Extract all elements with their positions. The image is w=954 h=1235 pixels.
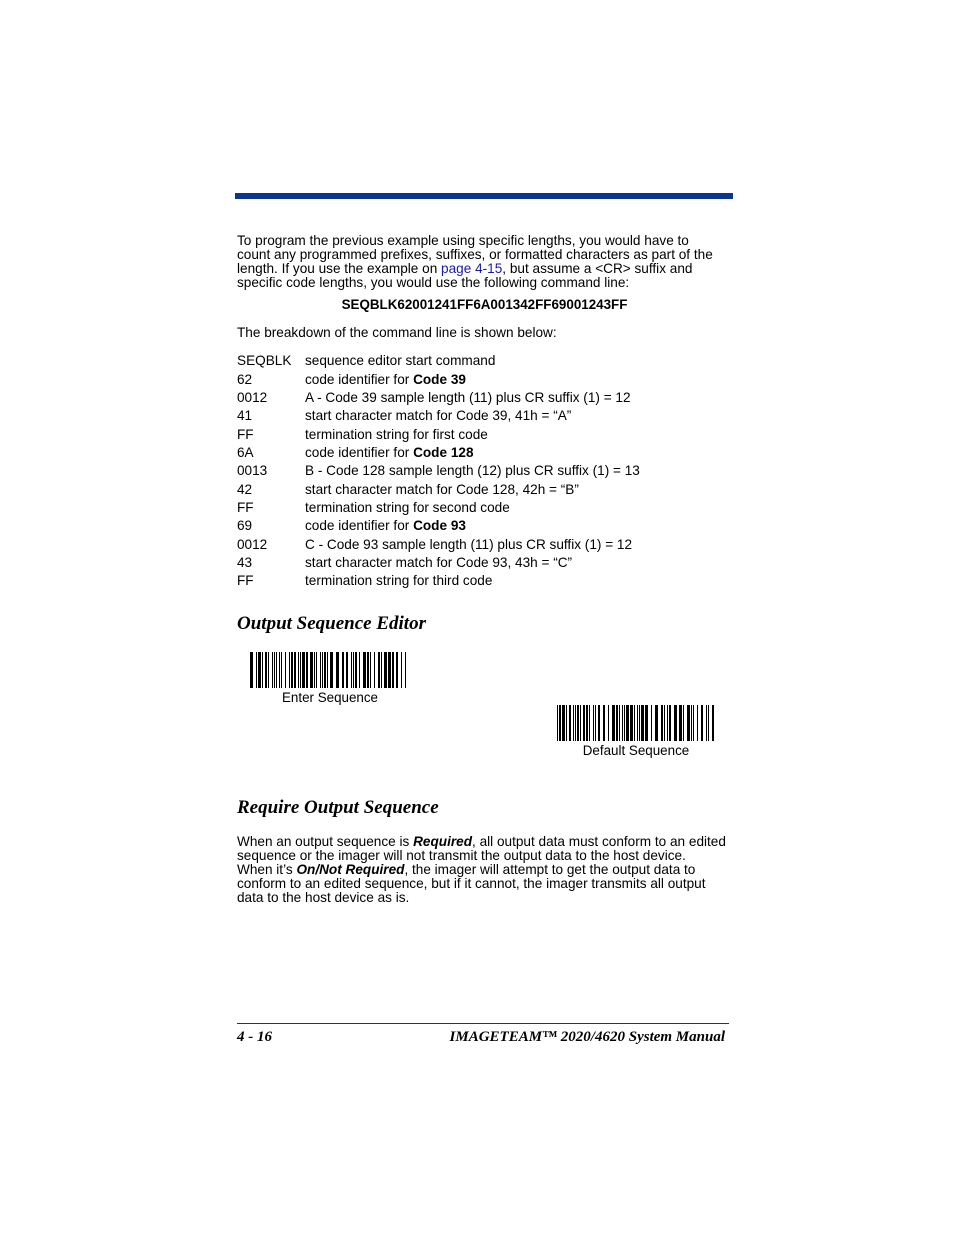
barcode-bar	[575, 705, 576, 741]
barcode-bar	[355, 652, 357, 688]
breakdown-desc-text: B - Code 128 sample length (12) plus CR suffix (1) = 13	[305, 463, 640, 478]
intro-line-3b: , but assume a <CR> suffix and	[502, 261, 693, 276]
barcode-bar	[324, 652, 326, 688]
breakdown-code: 69	[237, 518, 253, 533]
breakdown-code: 42	[237, 482, 253, 497]
barcode-bar	[637, 705, 638, 741]
barcode-bar	[626, 705, 629, 741]
breakdown-code: 0012	[237, 390, 268, 405]
barcode-bar	[381, 652, 382, 688]
breakdown-desc-text: start character match for Code 93, 43h = “C”	[305, 555, 573, 570]
breakdown-desc	[305, 518, 466, 533]
barcode-bar	[661, 705, 663, 741]
barcode-bar	[691, 705, 692, 741]
require-line-3c: , the imager will attempt to get the output data to	[404, 862, 696, 877]
barcode-bar	[294, 652, 296, 688]
default-sequence-caption: Default Sequence	[582, 743, 690, 758]
require-line-3a: When it’s	[237, 862, 297, 877]
barcode-bar	[667, 705, 668, 741]
breakdown-desc-text: code identifier for	[305, 445, 414, 460]
intro-line-2: count any programmed prefixes, suffixes, or formatted characters as part of the	[237, 247, 713, 262]
barcode-bar	[634, 705, 635, 741]
barcode-bar	[612, 705, 615, 741]
barcode-bar	[630, 705, 633, 741]
barcode-bar	[589, 705, 590, 741]
barcode-bar	[577, 705, 579, 741]
barcode-bar	[580, 705, 581, 741]
breakdown-code: FF	[237, 500, 254, 515]
breakdown-desc	[305, 353, 495, 368]
barcode-bar	[645, 705, 648, 741]
require-line-1c: , all output data must conform to an edited	[472, 834, 726, 849]
barcode-bar	[274, 652, 275, 688]
section-heading-require-output-sequence: Require Output Sequence	[237, 797, 439, 818]
command-line: SEQBLK62001241FF6A001342FF69001243FF	[341, 297, 628, 312]
intro-paragraph	[237, 234, 732, 290]
barcode-bar	[559, 705, 561, 741]
page-link[interactable]: page 4-15	[441, 261, 503, 276]
default-sequence-barcode[interactable]	[557, 705, 715, 741]
breakdown-code: FF	[237, 573, 254, 588]
barcode-bar	[289, 652, 290, 688]
barcode-bar	[316, 652, 317, 688]
barcode-bar	[619, 705, 620, 741]
barcode-bar	[593, 705, 594, 741]
barcode-bar	[701, 705, 703, 741]
barcode-bar	[557, 705, 558, 741]
barcode-bar	[281, 652, 282, 688]
breakdown-desc	[305, 573, 492, 588]
barcode-bar	[569, 705, 571, 741]
breakdown-desc	[305, 427, 488, 442]
barcode-bar	[250, 652, 253, 688]
barcode-bar	[363, 652, 366, 688]
breakdown-code: 41	[237, 408, 253, 423]
barcode-bar	[573, 705, 574, 741]
barcode-bar	[674, 705, 677, 741]
breakdown-code: FF	[237, 427, 254, 442]
barcode-bar	[687, 705, 690, 741]
breakdown-desc	[305, 408, 571, 423]
breakdown-code: 0012	[237, 537, 268, 552]
barcode-bar	[697, 705, 698, 741]
barcode-bar	[598, 705, 600, 741]
barcode-bar	[708, 705, 709, 741]
barcode-bar	[566, 705, 567, 741]
footer-rule	[237, 1023, 729, 1024]
barcode-bar	[327, 652, 328, 688]
barcode-bar	[639, 705, 640, 741]
breakdown-desc	[305, 500, 510, 515]
barcode-bar	[384, 652, 387, 688]
intro-line-1: To program the previous example using specific lengths, you would have to	[237, 233, 689, 248]
require-line-4: conform to an edited sequence, but if it cannot, the imager transmits all output	[237, 876, 706, 891]
breakdown-desc-text: start character match for Code 128, 42h = “B”	[305, 482, 579, 497]
barcode-bar	[624, 705, 625, 741]
barcode-bar	[396, 652, 398, 688]
section-heading-output-sequence-editor: Output Sequence Editor	[237, 613, 426, 634]
breakdown-desc-text: C - Code 93 sample length (11) plus CR suffix (1) = 12	[305, 537, 633, 552]
barcode-bar	[306, 652, 308, 688]
manual-title: IMAGETEAM™ 2020/4620 System Manual	[449, 1029, 725, 1045]
barcode-bar	[679, 705, 682, 741]
barcode-bar	[256, 652, 257, 688]
barcode-bar	[651, 705, 652, 741]
barcode-bar	[320, 652, 321, 688]
breakdown-desc	[305, 445, 474, 460]
breakdown-desc-text: code identifier for	[305, 518, 414, 533]
barcode-bar	[374, 652, 375, 688]
barcode-bar	[378, 652, 380, 688]
require-line-2: sequence or the imager will not transmit the output data to the host device.	[237, 848, 686, 863]
breakdown-desc-text: termination string for first code	[305, 427, 488, 442]
barcode-bar	[595, 705, 596, 741]
breakdown-code: 62	[237, 372, 253, 387]
barcode-bar	[562, 705, 565, 741]
barcode-bar	[322, 652, 323, 688]
breakdown-desc	[305, 482, 579, 497]
require-line-5: data to the host device as is.	[237, 890, 410, 905]
barcode-bar	[300, 652, 301, 688]
breakdown-desc	[305, 463, 640, 478]
barcode-bar	[616, 705, 618, 741]
barcode-bar	[285, 652, 286, 688]
on-not-required-term: On/Not Required	[296, 862, 405, 877]
intro-line-3a: length. If you use the example on	[237, 261, 442, 276]
barcode-bar	[392, 652, 394, 688]
barcode-bar	[351, 652, 352, 688]
barcode-bar	[683, 705, 684, 741]
intro-line-4: specific code lengths, you would use the following command line:	[237, 275, 630, 290]
barcode-bar	[336, 652, 339, 688]
barcode-bar	[291, 652, 293, 688]
breakdown-desc-bold: Code 93	[413, 518, 466, 533]
barcode-bar	[586, 705, 588, 741]
breakdown-code: 0013	[237, 463, 268, 478]
breakdown-desc	[305, 555, 572, 570]
barcode-bar	[367, 652, 369, 688]
breakdown-desc-text: A - Code 39 sample length (11) plus CR suffix (1) = 12	[305, 390, 631, 405]
barcode-bar	[712, 705, 714, 741]
barcode-bar	[693, 705, 694, 741]
breakdown-code: SEQBLK	[237, 353, 292, 368]
top-rule	[235, 193, 733, 199]
barcode-bar	[641, 705, 644, 741]
breakdown-desc-text: termination string for second code	[305, 500, 510, 515]
barcode-bar	[401, 652, 402, 688]
require-output-paragraph	[237, 835, 732, 905]
barcode-bar	[583, 705, 585, 741]
enter-sequence-barcode[interactable]	[250, 652, 410, 688]
barcode-bar	[268, 652, 269, 688]
enter-sequence-caption: Enter Sequence	[281, 690, 379, 705]
page-number: 4 - 16	[237, 1029, 272, 1045]
barcode-bar	[603, 705, 605, 741]
barcode-bar	[359, 652, 360, 688]
breakdown-code: 6A	[237, 445, 254, 460]
barcode-bar	[608, 705, 609, 741]
barcode-bar	[706, 705, 707, 741]
breakdown-desc-text: code identifier for	[305, 372, 414, 387]
barcode-bar	[353, 652, 354, 688]
barcode-bar	[370, 652, 371, 688]
breakdown-desc-text: termination string for third code	[305, 573, 493, 588]
barcode-bar	[272, 652, 273, 688]
breakdown-intro: The breakdown of the command line is shown below:	[237, 325, 557, 340]
barcode-bar	[388, 652, 391, 688]
barcode-bar	[302, 652, 305, 688]
barcode-bar	[405, 652, 406, 688]
barcode-bar	[655, 705, 658, 741]
barcode-bar	[276, 652, 277, 688]
barcode-bar	[262, 652, 263, 688]
barcode-bar	[342, 652, 344, 688]
barcode-bar	[664, 705, 665, 741]
breakdown-code: 43	[237, 555, 253, 570]
barcode-bar	[622, 705, 623, 741]
breakdown-desc-text: start character match for Code 39, 41h = “A”	[305, 408, 572, 423]
barcode-bar	[314, 652, 315, 688]
required-term: Required	[413, 834, 473, 849]
breakdown-desc	[305, 390, 631, 405]
barcode-bar	[265, 652, 267, 688]
breakdown-desc	[305, 537, 632, 552]
barcode-bar	[258, 652, 261, 688]
barcode-bar	[298, 652, 299, 688]
breakdown-desc-bold: Code 39	[413, 372, 466, 387]
require-line-1a: When an output sequence is	[237, 834, 414, 849]
barcode-bar	[346, 652, 348, 688]
barcode-bar	[669, 705, 671, 741]
barcode-bar	[310, 652, 313, 688]
barcode-bar	[279, 652, 280, 688]
breakdown-desc-text: sequence editor start command	[305, 353, 496, 368]
breakdown-desc-bold: Code 128	[413, 445, 474, 460]
barcode-bar	[330, 652, 333, 688]
breakdown-desc	[305, 372, 466, 387]
